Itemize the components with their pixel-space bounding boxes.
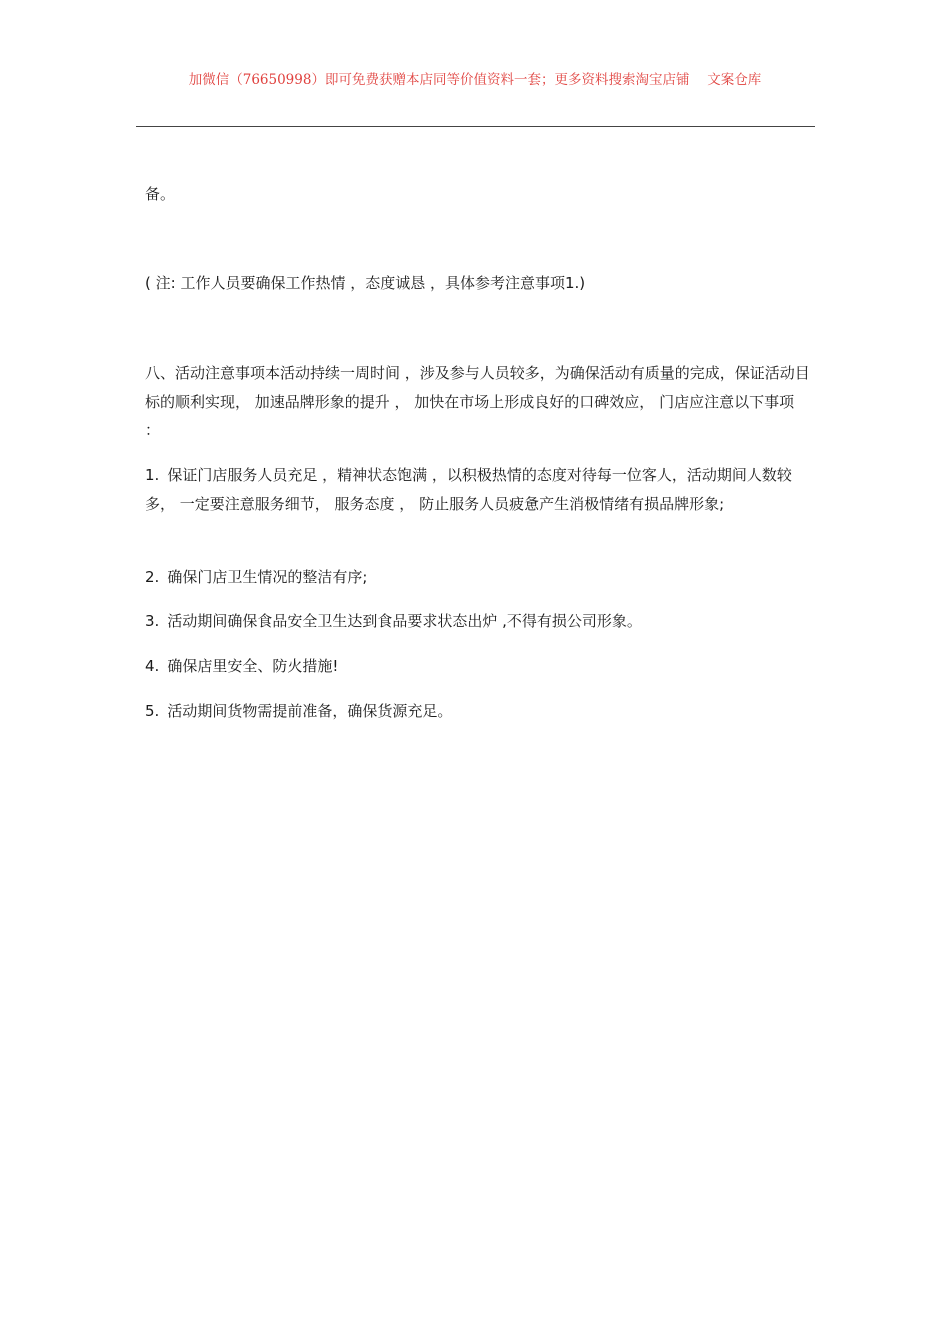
- header-divider: [136, 126, 815, 127]
- list-item: [145, 461, 810, 518]
- continuation-paragraph: 备。: [145, 185, 176, 203]
- section-8-paragraph: 八、活动注意事项本活动持续一周时间 ，涉及参与人员较多，为确保活动有质量的完成，保证活动目标的顺利实现， 加速品牌形象的提升 ， 加快在市场上形成良好的口碑效应， 门店应注意以下事项 ：: [145, 364, 810, 439]
- page-header-watermark: 加微信（76650998）即可免费获赠本店同等价值资料一套；更多资料搜索淘宝店铺 文案仓库: [188, 72, 762, 88]
- list-number: 3.: [145, 612, 160, 630]
- list-number: 4.: [145, 657, 160, 675]
- list-number: 2.: [145, 568, 160, 586]
- list-number: 1.: [145, 466, 160, 484]
- list-item: [145, 697, 810, 726]
- list-text: 活动期间货物需提前准备，确保货源充足。: [167, 702, 453, 720]
- list-text: 确保门店卫生情况的整洁有序;: [167, 568, 368, 586]
- list-item: [145, 652, 810, 681]
- list-text: 确保店里安全、防火措施!: [167, 657, 339, 675]
- note-paragraph: ( 注: 工作人员要确保工作热情 ，态度诚恳 ，具体参考注意事项1.): [145, 274, 586, 292]
- list-item: [145, 607, 810, 636]
- list-text: 活动期间确保食品安全卫生达到食品要求状态出炉 ,不得有损公司形象。: [167, 612, 642, 630]
- list-number: 5.: [145, 702, 160, 720]
- list-text: 保证门店服务人员充足 ，精神状态饱满 ，以积极热情的态度对待每一位客人，活动期间人数较多， 一定要注意服务细节， 服务态度 ， 防止服务人员疲惫产生消极情绪有损品牌形象;: [145, 466, 792, 513]
- list-item: [145, 563, 810, 592]
